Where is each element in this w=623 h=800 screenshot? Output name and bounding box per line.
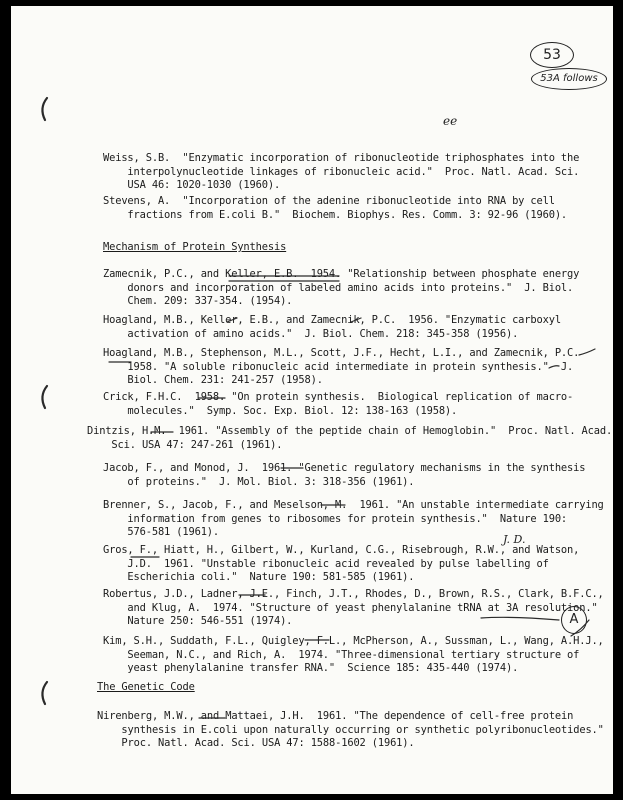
reference-zamecnik: Zamecnik, P.C., and Keller, E.B. 1954. "Relationship between phosphate energy donors and incorporation of labeled amino acids into proteins." J. Biol. Chem. 209: 337-354. (1954). bbox=[103, 268, 580, 308]
follows-note: 53A follows bbox=[531, 68, 607, 90]
reference-jacob-monod: Jacob, F., and Monod, J. 1961. "Genetic regulatory mechanisms in the synthesis of proteins." J. Mol. Biol. 3: 318-356 (1961). bbox=[103, 462, 586, 488]
handwritten-marks bbox=[11, 6, 613, 794]
reference-hoagland-1956: Hoagland, M.B., Keller, E.B., and Zamecnik, P.C. 1956. "Enzymatic carboxyl activation of amino acids." J. Biol. Chem. 218: 345-358 (1956). bbox=[103, 314, 561, 340]
document-page bbox=[11, 6, 613, 794]
circled-letter: A bbox=[561, 606, 587, 634]
reference-crick: Crick, F.H.C. 1958. "On protein synthesis. Biological replication of macro- molecules." Symp. Soc. Exp. Biol. 12: 138-163 (1958). bbox=[103, 391, 574, 417]
reference-hoagland-1958: Hoagland, M.B., Stephenson, M.L., Scott, J.F., Hecht, L.I., and Zamecnik, P.C. 1958. "A soluble ribonucleic acid intermediate in protein synthesis." J. Biol. Chem. 231: 241-257 (1958). bbox=[103, 347, 580, 387]
page-number: 53 bbox=[530, 42, 574, 68]
reference-kim: Kim, S.H., Suddath, F.L., Quigley, F.L., McPherson, A., Sussman, L., Wang, A.H.J., Seeman, N.C., and Rich, A. 1974. "Three-dimensional tertiary structure of yeast phenylalanine transfer RNA." Science 185: 435-440 (1974). bbox=[103, 635, 604, 675]
reference-gros: Gros, F., Hiatt, H., Gilbert, W., Kurland, C.G., Risebrough, R.W., and Watson, J.D. 1961. "Unstable ribonucleic acid revealed by pulse labelling of Escherichia coli." Nature 190: 581-585 (1961). bbox=[103, 544, 580, 584]
reference-dintzis: Dintzis, H.M. 1961. "Assembly of the peptide chain of Hemoglobin." Proc. Natl. Acad. Sci. USA 47: 247-261 (1961). bbox=[87, 425, 613, 451]
jd-note: J. D. bbox=[503, 533, 526, 546]
reference-nirenberg: Nirenberg, M.W., and Mattaei, J.H. 1961. "The dependence of cell-free protein synthesis in E.coli upon naturally occurring or synthetic polyribonucleotides." Proc. Natl. Acad. Sci. USA 47: 1588-1602 (1961). bbox=[97, 710, 604, 750]
reference-brenner: Brenner, S., Jacob, F., and Meselson, M. 1961. "An unstable intermediate carrying information from genes to ribosomes for protein synthesis." Nature 190: 576-581 (1961). bbox=[103, 499, 604, 539]
reference-stevens: Stevens, A. "Incorporation of the adenine ribonucleotide into RNA by cell fractions from E.coli B." Biochem. Biophys. Res. Comm. 3: 92-96 (1960). bbox=[103, 195, 568, 221]
margin-note: ee bbox=[443, 114, 458, 128]
reference-robertus: Robertus, J.D., Ladner, J.E., Finch, J.T., Rhodes, D., Brown, R.S., Clark, B.F.C., and Klug, A. 1974. "Structure of yeast phenylalanine tRNA at 3A resolution." Nature 250: 546-551 (1974). bbox=[103, 588, 604, 628]
reference-weiss: Weiss, S.B. "Enzymatic incorporation of ribonucleotide triphosphates into the interpolynucleotide linkages of ribonucleic acid." Proc. Natl. Acad. Sci. USA 46: 1020-1030 (1960). bbox=[103, 152, 580, 192]
section-heading-protein-synthesis: Mechanism of Protein Synthesis bbox=[103, 241, 287, 253]
section-heading-genetic-code: The Genetic Code bbox=[97, 681, 195, 693]
